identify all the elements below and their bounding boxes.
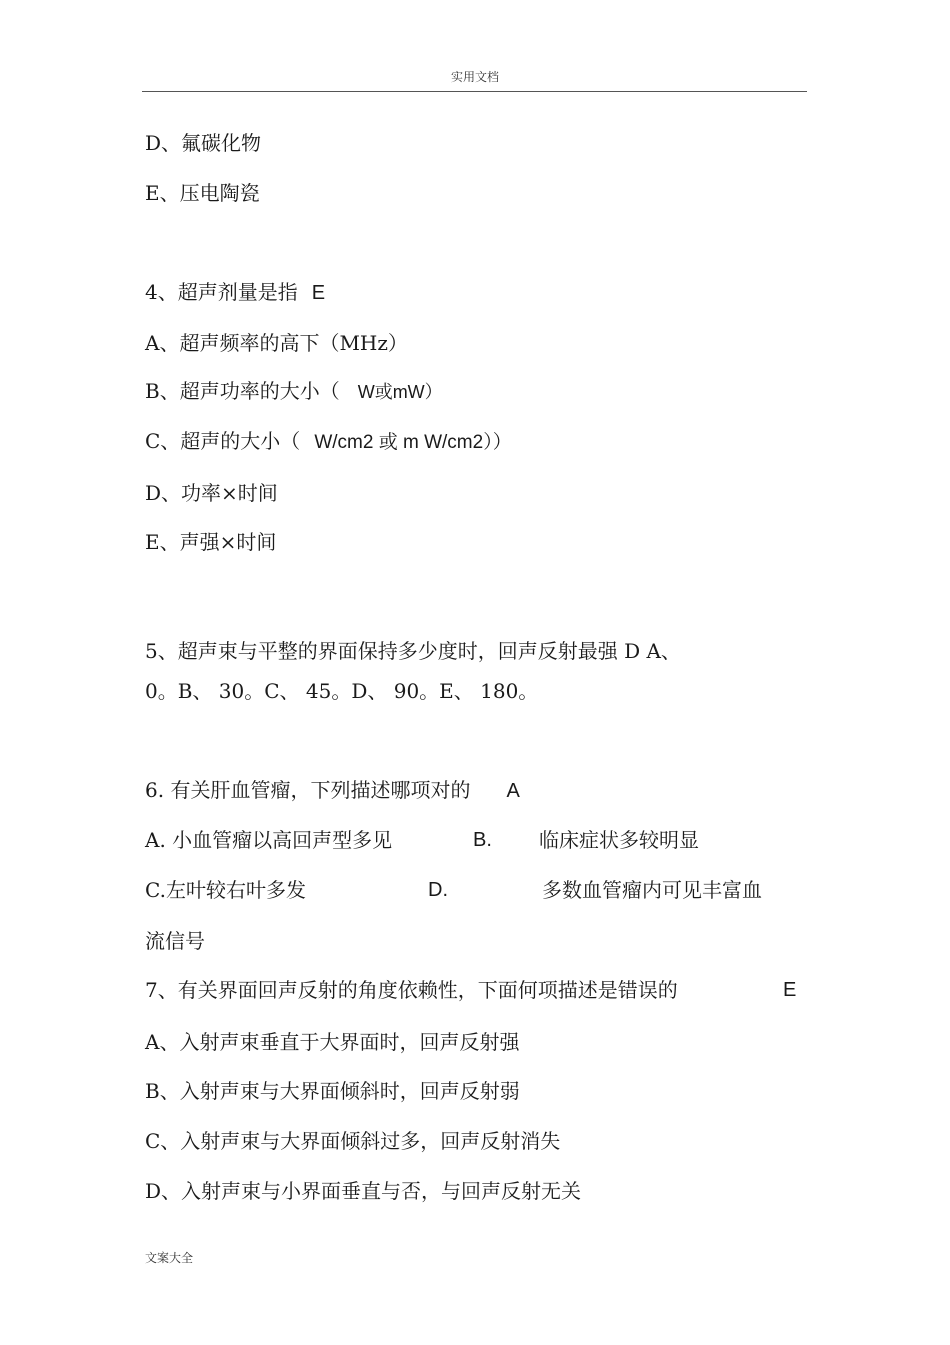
q6-stem [145,777,520,804]
header-rule [142,91,807,92]
q7-answer: E [783,979,797,1001]
q4-option-b-text: B、超声功率的大小（ [145,379,340,403]
q5-line-2: 0。B、 30。C、 45。D、 90。E、 180。 [145,679,539,703]
q6-option-b-label: B. [473,829,492,851]
q4-option-b [145,378,443,405]
page-header: 实用文档 [450,70,499,84]
q4-stem [145,279,325,306]
q7-option-b: B、入射声束与大界面倾斜时，回声反射弱 [145,1079,520,1103]
q6-option-d-continued: 流信号 [145,929,205,953]
q6-option-a: A. 小血管瘤以高回声型多见 [145,828,393,852]
page-footer: 文案大全 [145,1251,194,1265]
q6-option-d-label: D. [428,879,448,901]
q3-option-d: D、氟碳化物 [145,131,262,155]
q7-option-d: D、入射声束与小界面垂直与否，与回声反射无关 [145,1179,582,1203]
q6-answer: A [506,780,520,802]
q7-option-a: A、入射声束垂直于大界面时，回声反射强 [145,1030,520,1054]
q6-option-d: 多数血管瘤内可见丰富血 [542,878,762,902]
q4-option-d: D、功率×时间 [145,481,278,505]
q6-option-b: 临床症状多较明显 [539,828,699,852]
q5-line-1: 5、超声束与平整的界面保持多少度时，回声反射最强 D A、 [145,639,681,663]
q3-option-e: E、压电陶瓷 [145,181,260,205]
q4-option-c-units: W/cm2 或 m W/cm2）） [314,432,512,453]
q6-stem-text: 6. 有关肝血管瘤，下列描述哪项对的 [145,778,471,802]
q4-stem-text: 4、超声剂量是指 [145,280,298,304]
q4-option-c [145,428,512,456]
q4-answer: E [311,282,326,304]
q7-stem: 7、有关界面回声反射的角度依赖性，下面何项描述是错误的 [145,978,678,1002]
q6-option-c: C.左叶较右叶多发 [145,878,306,902]
q4-option-e: E、声强×时间 [145,530,277,554]
q7-option-c: C、入射声束与大界面倾斜过多，回声反射消失 [145,1129,561,1153]
q4-option-c-text: C、超声的大小（ [145,429,301,453]
q4-option-a: A、超声频率的高下（MHz） [145,331,408,355]
q4-option-b-units: W或mW） [357,382,443,402]
